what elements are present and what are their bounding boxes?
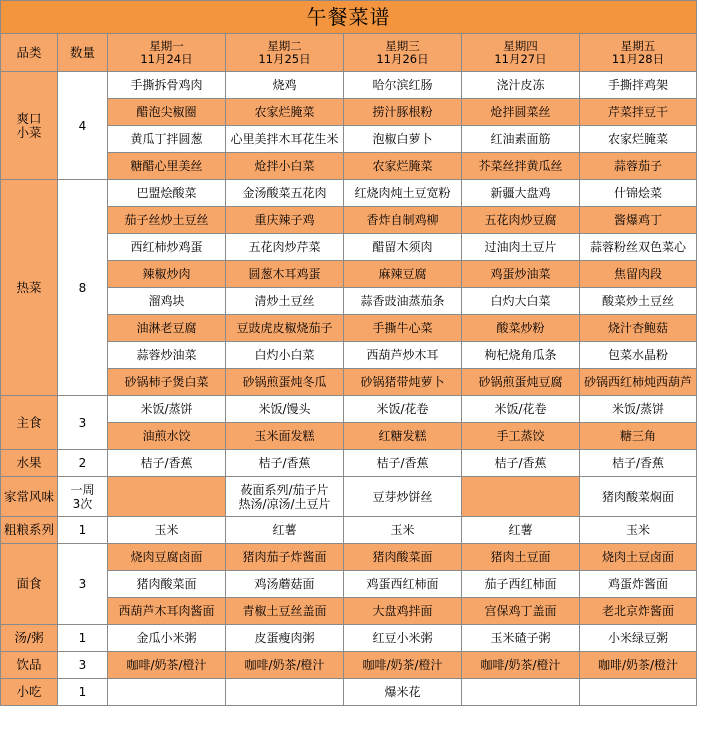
dish-cell: 咖啡/奶茶/橙汁 <box>580 652 697 679</box>
date-label: 11月25日 <box>258 51 311 66</box>
dish-cell: 溜鸡块 <box>108 288 226 315</box>
dish-cell: 桔子/香蕉 <box>462 450 580 477</box>
dish-cell: 砂锅煎蛋炖冬瓜 <box>226 369 344 396</box>
dish-cell: 手撕拌鸡架 <box>580 72 697 99</box>
dish-cell <box>108 679 226 706</box>
dish-cell: 鸡汤蘑菇面 <box>226 571 344 598</box>
dish-cell: 手撕拆骨鸡肉 <box>108 72 226 99</box>
dish-cell: 茄子丝炒土豆丝 <box>108 207 226 234</box>
dish-cell: 圆葱木耳鸡蛋 <box>226 261 344 288</box>
dish-cell: 烧肉豆腐卤面 <box>108 544 226 571</box>
date-label: 11月26日 <box>376 51 429 66</box>
dish-cell: 农家烂腌菜 <box>580 126 697 153</box>
dish-cell <box>580 679 697 706</box>
dish-cell: 枸杞烧角瓜条 <box>462 342 580 369</box>
dish-cell: 麻辣豆腐 <box>344 261 462 288</box>
category-label: 爽口 <box>16 110 42 126</box>
dish-cell: 红薯 <box>226 517 344 544</box>
dish-cell: 心里美拌木耳花生米 <box>226 126 344 153</box>
dish-cell: 重庆辣子鸡 <box>226 207 344 234</box>
category-label: 小菜 <box>16 124 42 140</box>
dish-cell: 咖啡/奶茶/橙汁 <box>462 652 580 679</box>
dish-line: 莜面系列/茄子片 <box>240 482 329 497</box>
dish-cell: 玉米面发糕 <box>226 423 344 450</box>
dish-cell: 烧鸡 <box>226 72 344 99</box>
dish-cell: 茄子西红柿面 <box>462 571 580 598</box>
count-cell: 2 <box>58 450 108 477</box>
dish-cell: 桔子/香蕉 <box>226 450 344 477</box>
dish-cell: 鸡蛋炒油菜 <box>462 261 580 288</box>
dish-cell: 玉米 <box>580 517 697 544</box>
dish-cell: 酱爆鸡丁 <box>580 207 697 234</box>
dish-cell: 米饭/花卷 <box>344 396 462 423</box>
dish-cell: 蒜香豉油蒸茄条 <box>344 288 462 315</box>
dish-cell: 米饭/蒸饼 <box>580 396 697 423</box>
table-row <box>1 679 697 706</box>
count-cell: 3 <box>58 396 108 450</box>
category-cell <box>1 180 58 396</box>
dish-cell: 酸菜炒粉 <box>462 315 580 342</box>
dish-cell: 捞汁豚根粉 <box>344 99 462 126</box>
day-header <box>108 34 226 72</box>
count-cell: 3 <box>58 652 108 679</box>
menu-title: 午餐菜谱 <box>1 1 697 34</box>
dish-cell: 酸菜炒土豆丝 <box>580 288 697 315</box>
dish-line: 热汤/凉汤/土豆片 <box>238 496 331 511</box>
dish-cell: 醋留木须肉 <box>344 234 462 261</box>
dish-cell: 包菜水晶粉 <box>580 342 697 369</box>
dish-cell: 糖三角 <box>580 423 697 450</box>
dish-cell: 西红柿炒鸡蛋 <box>108 234 226 261</box>
dish-cell: 红烧肉炖土豆宽粉 <box>344 180 462 207</box>
dish-cell: 手撕牛心菜 <box>344 315 462 342</box>
dish-cell: 什锦烩菜 <box>580 180 697 207</box>
dish-cell: 小米绿豆粥 <box>580 625 697 652</box>
dish-cell: 玉米碴子粥 <box>462 625 580 652</box>
dish-cell <box>580 477 697 517</box>
dish-cell: 桔子/香蕉 <box>580 450 697 477</box>
category-header: 品类 <box>1 34 58 72</box>
dish-cell: 黄瓜丁拌圆葱 <box>108 126 226 153</box>
dish-cell: 焦留肉段 <box>580 261 697 288</box>
dish-cell: 农家烂腌菜 <box>344 153 462 180</box>
dish-cell: 白灼小白菜 <box>226 342 344 369</box>
day-header <box>226 34 344 72</box>
dish-cell: 桔子/香蕉 <box>344 450 462 477</box>
dish-cell: 猪肉酸菜面 <box>344 544 462 571</box>
date-label: 11月24日 <box>140 51 193 66</box>
category-label: 热菜 <box>16 279 42 295</box>
dish-cell: 浇汁皮冻 <box>462 72 580 99</box>
count-cell: 8 <box>58 180 108 396</box>
dish-cell <box>108 477 226 517</box>
count-cell: 1 <box>58 517 108 544</box>
dish-cell: 玉米 <box>344 517 462 544</box>
count-header: 数量 <box>58 34 108 72</box>
dish-cell: 砂锅煎蛋炖豆腐 <box>462 369 580 396</box>
dish-cell: 烧汁杏鲍菇 <box>580 315 697 342</box>
day-header <box>580 34 697 72</box>
category-label: 主食 <box>16 414 42 430</box>
dish-cell: 金汤酸菜五花肉 <box>226 180 344 207</box>
weekday-label: 星期三 <box>385 38 420 53</box>
dish-cell: 米饭/馒头 <box>226 396 344 423</box>
dish-cell: 咖啡/奶茶/橙汁 <box>108 652 226 679</box>
dish-cell: 炝拌圆菜丝 <box>462 99 580 126</box>
dish-cell: 醋泡尖椒圈 <box>108 99 226 126</box>
category-cell: 汤/粥 <box>1 625 58 652</box>
dish-cell: 五花肉炒豆腐 <box>462 207 580 234</box>
dish-cell: 红糖发糕 <box>344 423 462 450</box>
count-cell: 3 <box>58 544 108 625</box>
dish-cell: 糖醋心里美丝 <box>108 153 226 180</box>
dish-cell: 香炸自制鸡柳 <box>344 207 462 234</box>
table-row <box>1 450 697 477</box>
weekday-label: 星期四 <box>503 38 538 53</box>
category-cell: 饮品 <box>1 652 58 679</box>
dish-cell: 巴盟烩酸菜 <box>108 180 226 207</box>
count-label: 3次 <box>72 496 93 511</box>
table-row <box>1 180 697 207</box>
category-cell <box>1 450 58 477</box>
category-label: 面食 <box>16 576 42 591</box>
dish-cell: 青椒土豆丝盖面 <box>226 598 344 625</box>
dish-cell: 红豆小米粥 <box>344 625 462 652</box>
dish-cell: 猪肉土豆面 <box>462 544 580 571</box>
count-cell: 4 <box>58 72 108 180</box>
dish-cell: 油淋老豆腐 <box>108 315 226 342</box>
dish-cell <box>344 477 462 517</box>
table-row <box>1 517 697 544</box>
dish-cell: 猪肉茄子炸酱面 <box>226 544 344 571</box>
dish-cell: 桔子/香蕉 <box>108 450 226 477</box>
dish-cell: 蒜蓉茄子 <box>580 153 697 180</box>
count-cell: 1 <box>58 625 108 652</box>
dish-cell: 红油素面筋 <box>462 126 580 153</box>
dish-cell: 蒜蓉炒油菜 <box>108 342 226 369</box>
dish-cell: 咖啡/奶茶/橙汁 <box>344 652 462 679</box>
dish-cell <box>226 477 344 517</box>
table-row <box>1 652 697 679</box>
dish-cell: 泡椒白萝卜 <box>344 126 462 153</box>
dish-line: 猪肉酸菜焖面 <box>601 489 674 504</box>
category-cell <box>1 72 58 180</box>
dish-cell: 芹菜拌豆干 <box>580 99 697 126</box>
dish-cell: 辣椒炒肉 <box>108 261 226 288</box>
dish-cell: 砂锅西红柿炖西葫芦 <box>580 369 697 396</box>
dish-cell: 老北京炸酱面 <box>580 598 697 625</box>
dish-cell: 炝拌小白菜 <box>226 153 344 180</box>
dish-cell: 鸡蛋西红柿面 <box>344 571 462 598</box>
category-cell: 家常风味 <box>1 477 58 517</box>
dish-cell: 爆米花 <box>344 679 462 706</box>
dish-cell: 哈尔滨红肠 <box>344 72 462 99</box>
dish-cell: 鸡蛋炸酱面 <box>580 571 697 598</box>
dish-cell: 砂锅柿子煲白菜 <box>108 369 226 396</box>
dish-cell: 农家烂腌菜 <box>226 99 344 126</box>
date-label: 11月28日 <box>611 51 665 66</box>
dish-cell <box>462 477 580 517</box>
table-row <box>1 625 697 652</box>
dish-cell <box>462 679 580 706</box>
dish-cell: 米饭/花卷 <box>462 396 580 423</box>
count-cell <box>58 477 108 517</box>
count-cell: 1 <box>58 679 108 706</box>
dish-cell: 白灼大白菜 <box>462 288 580 315</box>
category-label: 水果 <box>16 455 42 470</box>
dish-cell: 红薯 <box>462 517 580 544</box>
dish-cell: 宫保鸡丁盖面 <box>462 598 580 625</box>
category-cell: 小吃 <box>1 679 58 706</box>
day-header <box>344 34 462 72</box>
day-header <box>462 34 580 72</box>
dish-cell: 猪肉酸菜面 <box>108 571 226 598</box>
category-cell: 粗粮系列 <box>1 517 58 544</box>
dish-cell: 砂锅猪带炖萝卜 <box>344 369 462 396</box>
dish-cell: 米饭/蒸饼 <box>108 396 226 423</box>
dish-cell: 油煎水饺 <box>108 423 226 450</box>
weekday-label: 星期二 <box>267 38 302 53</box>
dish-cell: 芥菜丝拌黄瓜丝 <box>462 153 580 180</box>
dish-cell <box>226 679 344 706</box>
dish-cell: 手工蒸饺 <box>462 423 580 450</box>
category-cell <box>1 396 58 450</box>
dish-cell: 玉米 <box>108 517 226 544</box>
count-label: 一周 <box>70 482 95 497</box>
dish-cell: 五花肉炒芹菜 <box>226 234 344 261</box>
dish-cell: 咖啡/奶茶/橙汁 <box>226 652 344 679</box>
dish-cell: 皮蛋瘦肉粥 <box>226 625 344 652</box>
dish-cell: 新疆大盘鸡 <box>462 180 580 207</box>
category-cell <box>1 544 58 625</box>
dish-cell: 金瓜小米粥 <box>108 625 226 652</box>
table-row <box>1 544 697 571</box>
date-label: 11月27日 <box>494 51 547 66</box>
dish-cell: 烧肉土豆卤面 <box>580 544 697 571</box>
table-row <box>1 396 697 423</box>
dish-cell: 过油肉土豆片 <box>462 234 580 261</box>
dish-cell: 大盘鸡拌面 <box>344 598 462 625</box>
dish-cell: 西葫芦炒木耳 <box>344 342 462 369</box>
dish-cell: 清炒土豆丝 <box>226 288 344 315</box>
table-row <box>1 72 697 99</box>
weekday-label: 星期一 <box>149 38 184 53</box>
dish-cell: 豆豉虎皮椒烧茄子 <box>226 315 344 342</box>
weekday-label: 星期五 <box>620 38 656 53</box>
dish-cell: 蒜蓉粉丝双色菜心 <box>580 234 697 261</box>
dish-cell: 西葫芦木耳肉酱面 <box>108 598 226 625</box>
table-row <box>1 477 697 517</box>
dish-line: 豆芽炒饼丝 <box>372 489 433 504</box>
